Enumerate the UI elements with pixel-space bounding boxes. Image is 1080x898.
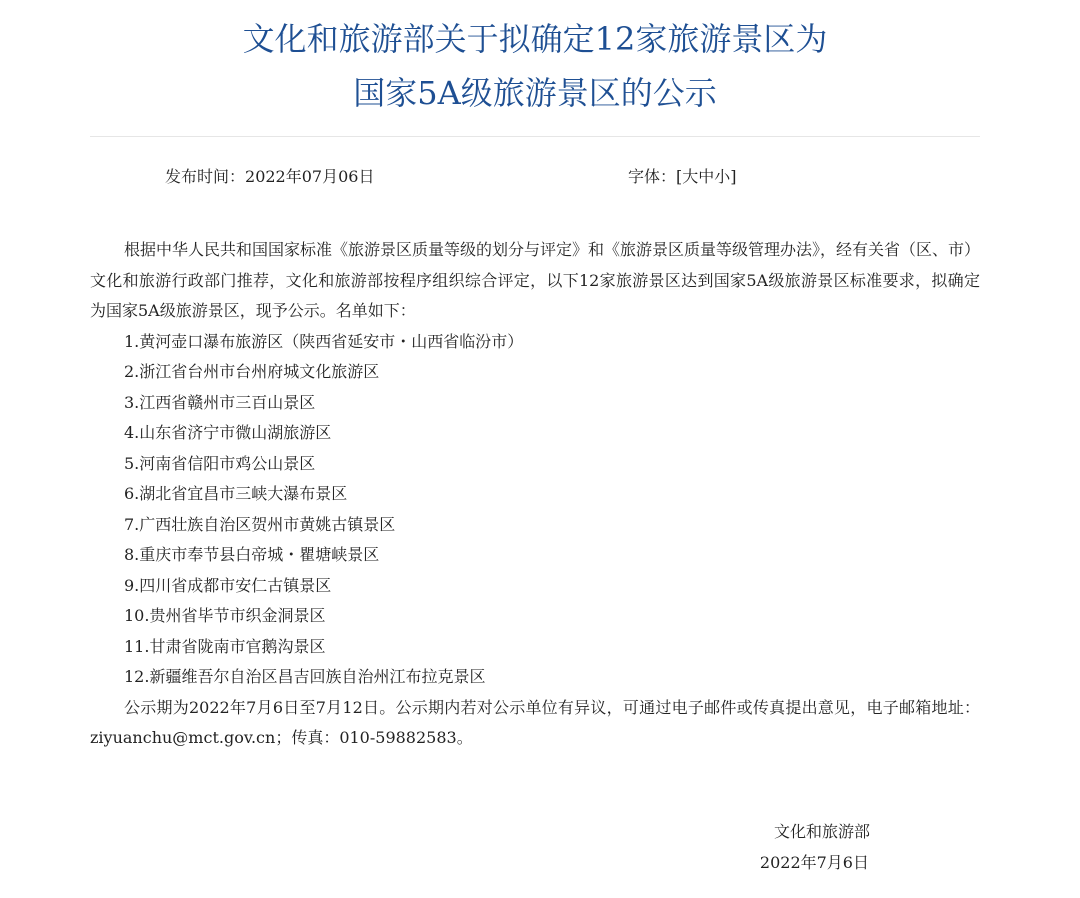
font-size-small-link[interactable]: 小]	[714, 167, 737, 186]
font-size-medium-link[interactable]: 中	[698, 167, 715, 186]
list-item: 2.浙江省台州市台州府城文化旅游区	[124, 362, 380, 381]
intro-paragraph: 根据中华人民共和国国家标准《旅游景区质量等级的划分与评定》和《旅游景区质量等级管理办法》，经有关省（区、市）文化和旅游行政部门推荐，文化和旅游部按程序组织综合评定，以下12家旅游景区达到国家5A级旅游景区标准要求，拟确定为国家5A级旅游景区，现予公示。名单如下：	[90, 240, 981, 320]
signature-date: 2022年7月6日	[759, 853, 869, 872]
list-item: 12.新疆维吾尔自治区昌吉回族自治州江布拉克景区	[124, 667, 486, 686]
page-title-line-2: 国家5A级旅游景区的公示	[353, 74, 717, 112]
title-divider	[90, 136, 980, 137]
font-size-large-link[interactable]: [大	[676, 167, 699, 186]
list-item: 6.湖北省宜昌市三峡大瀑布景区	[124, 484, 348, 503]
page-title-line-1: 文化和旅游部关于拟确定12家旅游景区为	[242, 20, 828, 58]
font-size-selector	[628, 165, 737, 189]
closing-paragraph: 公示期为2022年7月6日至7月12日。公示期内若对公示单位有异议，可通过电子邮件或传真提出意见，电子邮箱地址：ziyuanchu@mct.gov.cn；传真：010-59882583。	[90, 697, 980, 747]
publish-label: 发布时间：	[165, 167, 246, 186]
list-item: 7.广西壮族自治区贺州市黄姚古镇景区	[124, 514, 396, 534]
list-item: 8.重庆市奉节县白帝城・瞿塘峡景区	[124, 545, 380, 564]
font-label: 字体：	[628, 167, 677, 186]
list-item: 5.河南省信阳市鸡公山景区	[124, 453, 316, 473]
publish-date: 2022年07月06日	[245, 167, 375, 186]
scenic-area-list	[90, 327, 980, 693]
signature-org: 文化和旅游部	[773, 822, 870, 841]
list-item: 3.江西省赣州市三百山景区	[124, 392, 316, 412]
list-item: 11.甘肃省陇南市官鹅沟景区	[124, 636, 326, 656]
publish-info	[165, 165, 374, 189]
list-item: 9.四川省成都市安仁古镇景区	[124, 575, 332, 595]
list-item: 4.山东省济宁市微山湖旅游区	[124, 423, 332, 442]
list-item: 10.贵州省毕节市织金洞景区	[124, 606, 326, 625]
notice-body	[90, 235, 980, 754]
list-item: 1.黄河壶口瀑布旅游区（陕西省延安市・山西省临汾市）	[124, 331, 524, 351]
